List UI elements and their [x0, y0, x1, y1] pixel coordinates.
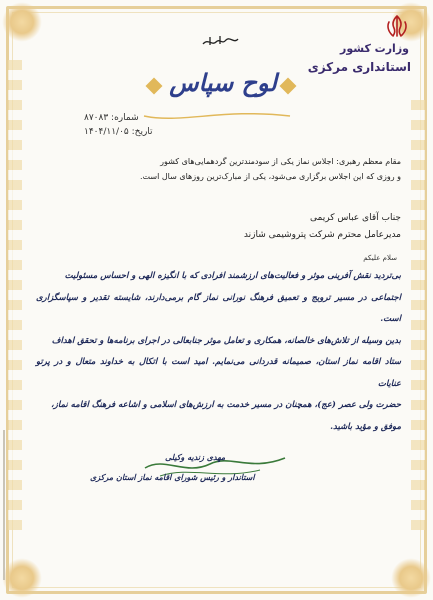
- addressee-name: جناب آقای عباس کریمی: [310, 213, 401, 223]
- body-line: موفق و مؤید باشید.: [330, 421, 401, 432]
- body-text: [36, 266, 401, 438]
- addressee-role: مدیرعامل محترم شرکت پتروشیمی شازند: [243, 230, 401, 240]
- body-line: ستاد اقامه نماز استان، صمیمانه قدردانی می‌نمایم. امید است با اتکال به خداوند متعال و در پرتو عنایات: [36, 357, 401, 389]
- left-border-pattern: [8, 60, 22, 530]
- addressee-block: [40, 210, 401, 244]
- signatory-title: استاندار و رئیس شورای اقامه نماز استان مرکزی: [90, 472, 255, 482]
- letter-date: تاریخ: ۱۴۰۴/۱۱/۰۵: [84, 127, 153, 137]
- salutation: سلام علیکم: [363, 254, 397, 262]
- body-line: حضرت ولی عصر (عج)، همچنان در مسیر خدمت به ارزش‌های اسلامی و اشاعه فرهنگ اقامه نماز،: [51, 400, 401, 410]
- body-line: بدین وسیله از تلاش‌های خالصانه، همکاری و تعامل موثر جنابعالی در اجرای برنامه‌ها و تحقق اهداف: [51, 335, 401, 346]
- title-swash: [142, 110, 292, 122]
- right-border-pattern: [411, 100, 425, 530]
- quote-line: و روزی که این اجلاس برگزاری می‌شود، یکی از مبارک‌ترین روزهای سال است.: [139, 172, 401, 181]
- quote-line: مقام معظم رهبری: اجلاس نماز یکی از سودمندترین گردهمایی‌های کشور: [160, 157, 401, 166]
- leader-quote: [40, 154, 401, 184]
- invocation-calligraphy: [200, 34, 240, 48]
- body-line: اجتماعی در مسیر ترویج و تعمیق فرهنگ نورانی نماز گام برمی‌دارند، شایسته تقدیر و سپاسگزاری است.: [36, 292, 401, 324]
- corner-ornament: [2, 2, 42, 42]
- side-code-strip: [0, 430, 10, 580]
- corner-ornament: [391, 558, 431, 598]
- body-line: بی‌تردید نقش آفرینی موثر و فعالیت‌های ارزشمند افرادی که با انگیزه الهی و احساس مسئولیت: [64, 271, 401, 281]
- certificate-title: لوح سپاس: [169, 68, 277, 97]
- iran-emblem-icon: [383, 14, 411, 40]
- letter-number: شماره: ۸۷۰۸۳: [84, 113, 139, 123]
- signatory-name: مهدی زندیه وکیلی: [165, 452, 226, 462]
- ministry-name: وزارت کشور: [340, 42, 409, 55]
- province-office-name: استانداری مرکزی: [307, 60, 411, 74]
